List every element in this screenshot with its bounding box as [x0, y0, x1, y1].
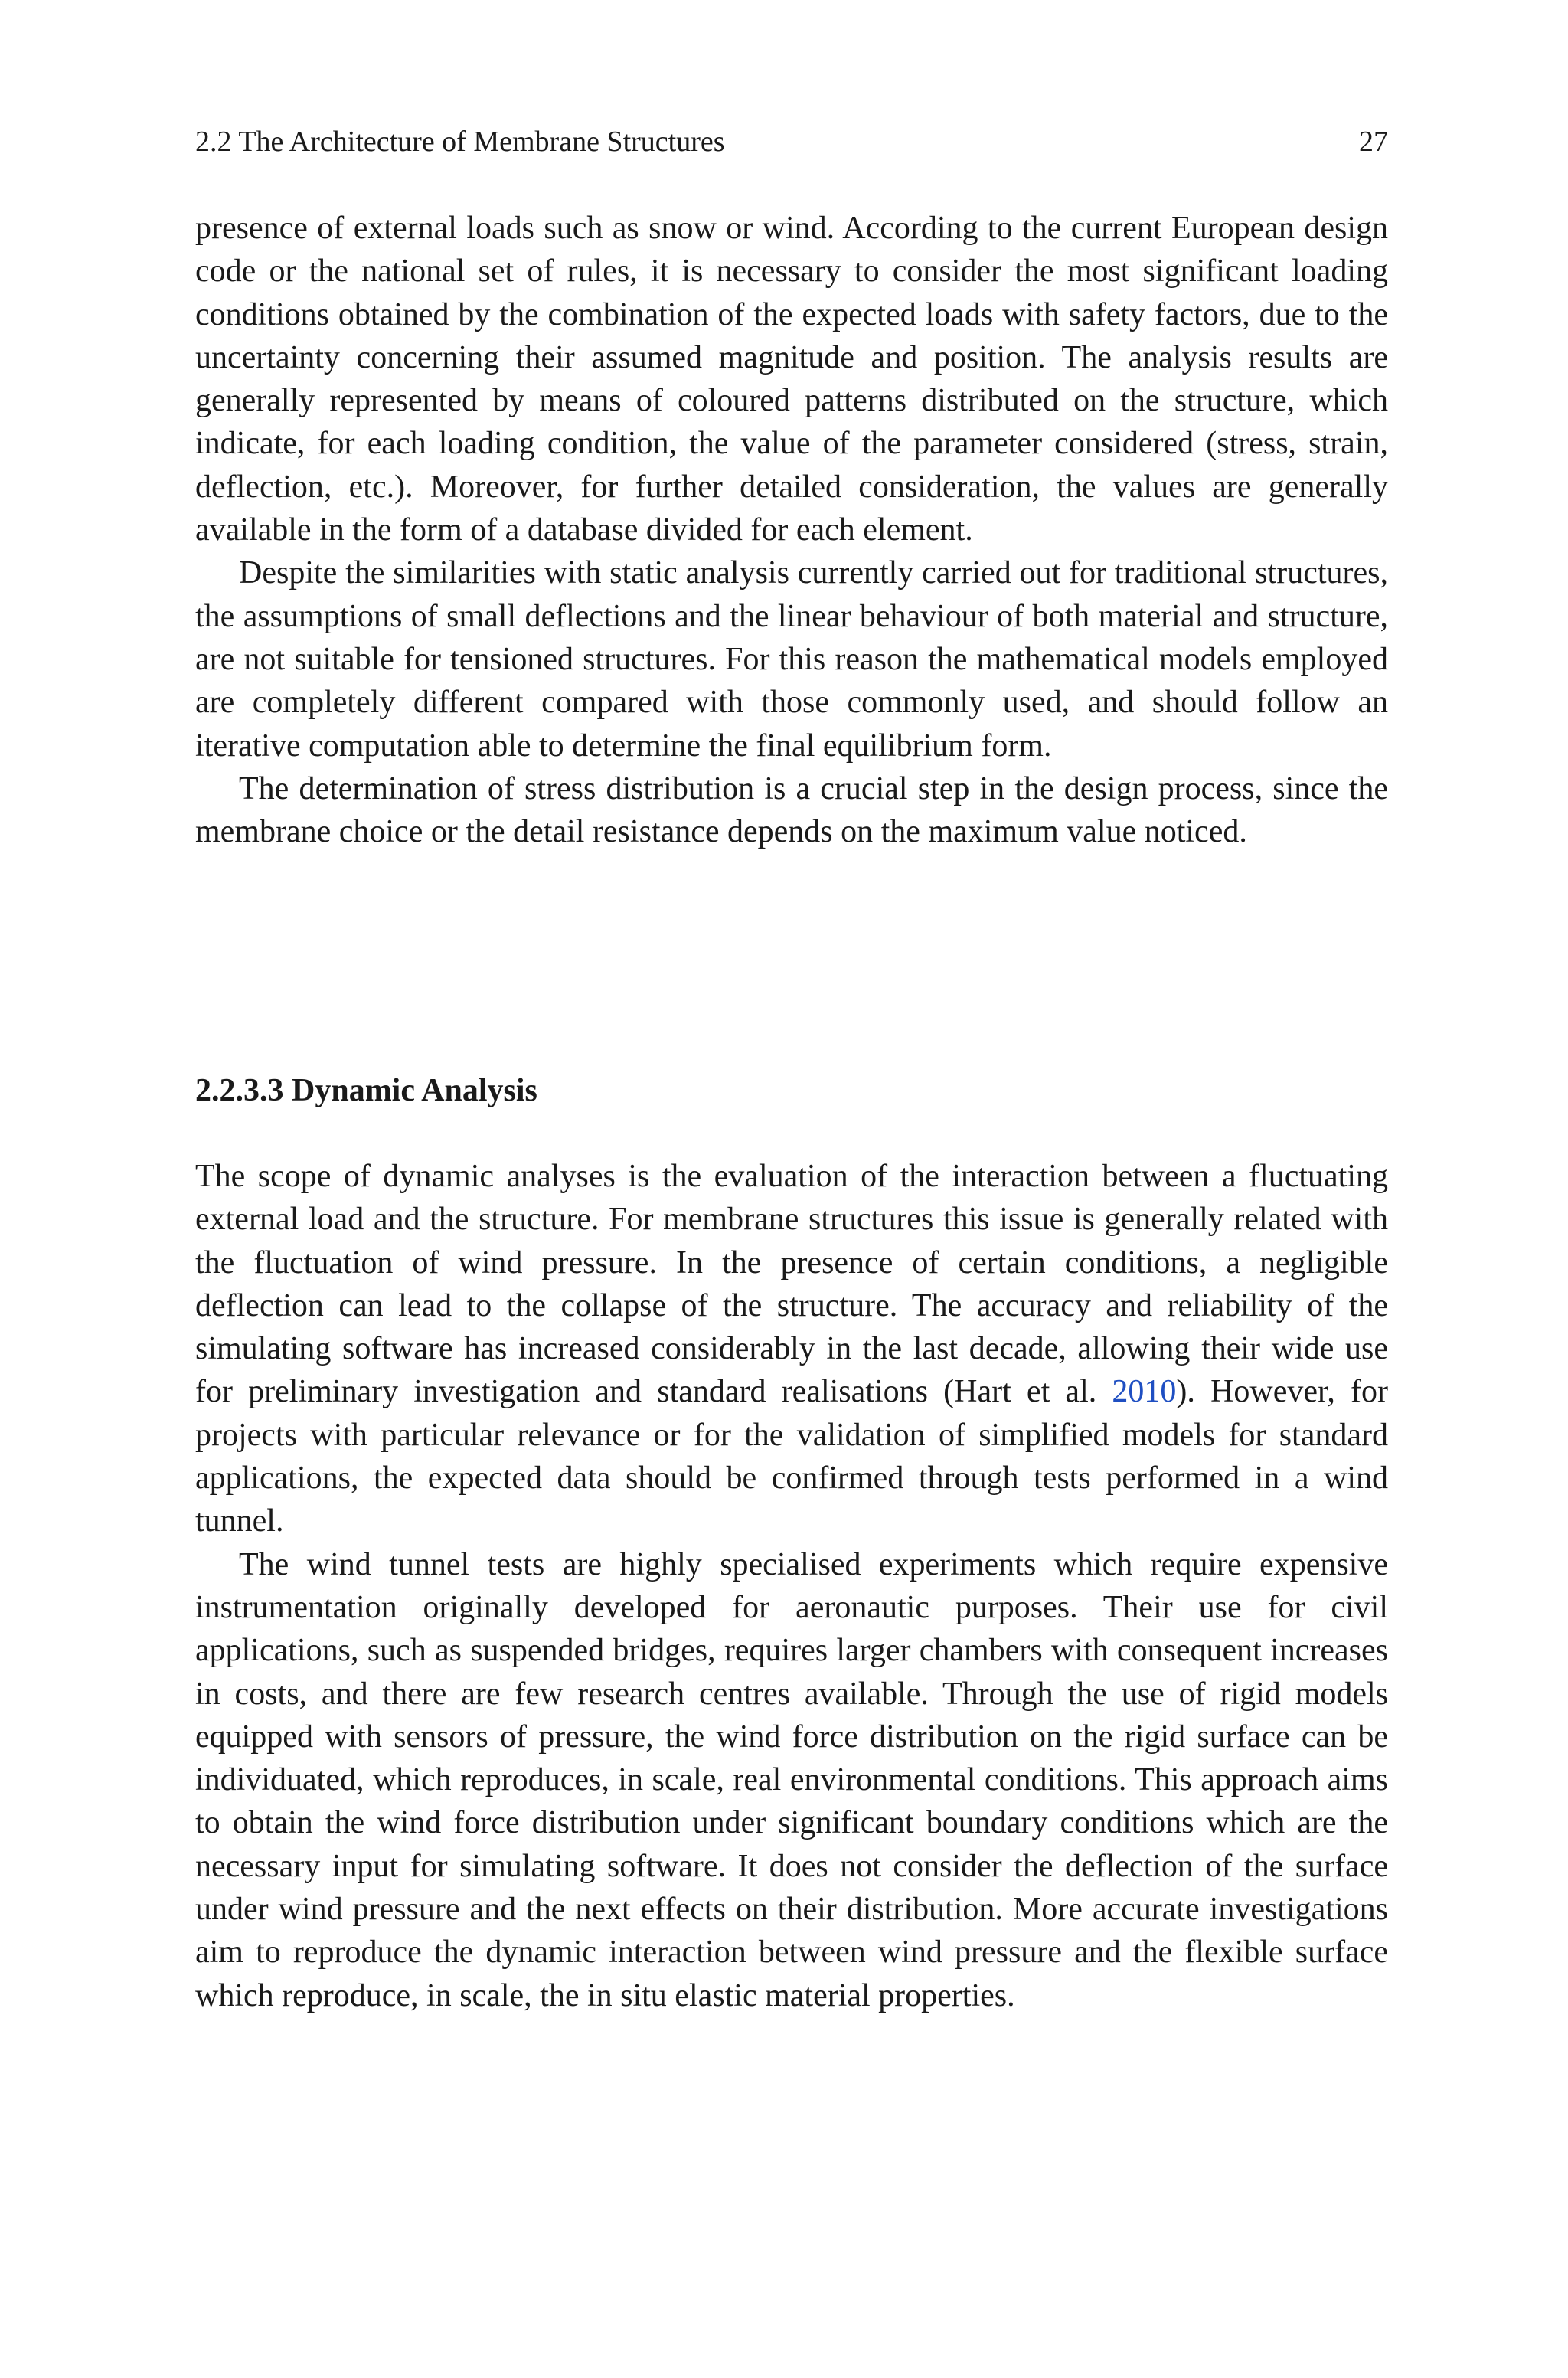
- section-heading-dynamic-analysis: 2.2.3.3 Dynamic Analysis: [195, 1073, 537, 1108]
- running-head: [195, 123, 1388, 161]
- paragraph-wind-tunnel: The wind tunnel tests are highly specialised experiments which require expensive instrumentation originally developed for aeronautic purposes. Their use for civil applications, such as suspended bridges, requires larger chambers with consequent increases in costs, and there are few research centres available. Through the use of rigid models equipped with sensors of pressure, the wind force distribution on the rigid surface can be individuated, which reproduces, in scale, real environmental conditions. This approach aims to obtain the wind force distribution under significant boundary conditions which are the necessary input for simulating software. It does not consider the deflection of the surface under wind pressure and the next effects on their distribution. More accurate investigations aim to reproduce the dynamic interaction between wind pressure and the flexible surface which reproduce, in scale, the in situ elastic material properties.: [195, 1546, 1388, 2013]
- paragraph-dynamic-scope-text-2: ). However, for projects with particular relevance or for the validation of simplified models for standard applications, the expected data should be confirmed through tests performed in a wind tunnel.: [195, 1374, 1388, 1539]
- body-text-upper: [195, 207, 1388, 853]
- paragraph-analysis-results: presence of external loads such as snow or wind. According to the current European design code or the national set of rules, it is necessary to consider the most significant loading conditions obtained by the combination of the expected loads with safety factors, due to the uncertainty concerning their assumed magnitude and position. The analysis results are generally represented by means of coloured patterns distributed on the structure, which indicate, for each loading condition, the value of the parameter considered (stress, strain, deflection, etc.). Moreover, for further detailed consideration, the values are generally available in the form of a database divided for each element.: [195, 211, 1388, 548]
- body-text-lower: [195, 1155, 1388, 2017]
- page-number: 27: [1359, 126, 1388, 158]
- citation-link-hart-2010[interactable]: 2010: [1112, 1374, 1177, 1410]
- running-head-section-title: 2.2 The Architecture of Membrane Structures: [195, 126, 725, 158]
- paragraph-dynamic-scope-text-1: The scope of dynamic analyses is the evaluation of the interaction between a fluctuating external load and the structure. For membrane structures this issue is generally related with the fluctuation of wind pressure. In the presence of certain conditions, a negligible deflection can lead to the collapse of the structure. The accuracy and reliability of the simulating software has increased considerably in the last decade, allowing their wide use for preliminary investigation and standard realisations (Hart et al.: [195, 1159, 1388, 1410]
- paragraph-dynamic-scope: [195, 1155, 1388, 1543]
- paragraph-static-analysis: Despite the similarities with static analysis currently carried out for traditional structures, the assumptions of small deflections and the linear behaviour of both material and structure, are not suitable for tensioned structures. For this reason the mathematical models employed are completely different compared with those commonly used, and should follow an iterative computation able to determine the final equilibrium form.: [195, 555, 1388, 764]
- paragraph-stress-distribution: The determination of stress distribution is a crucial step in the design process, since the membrane choice or the detail resistance depends on the maximum value noticed.: [195, 770, 1388, 850]
